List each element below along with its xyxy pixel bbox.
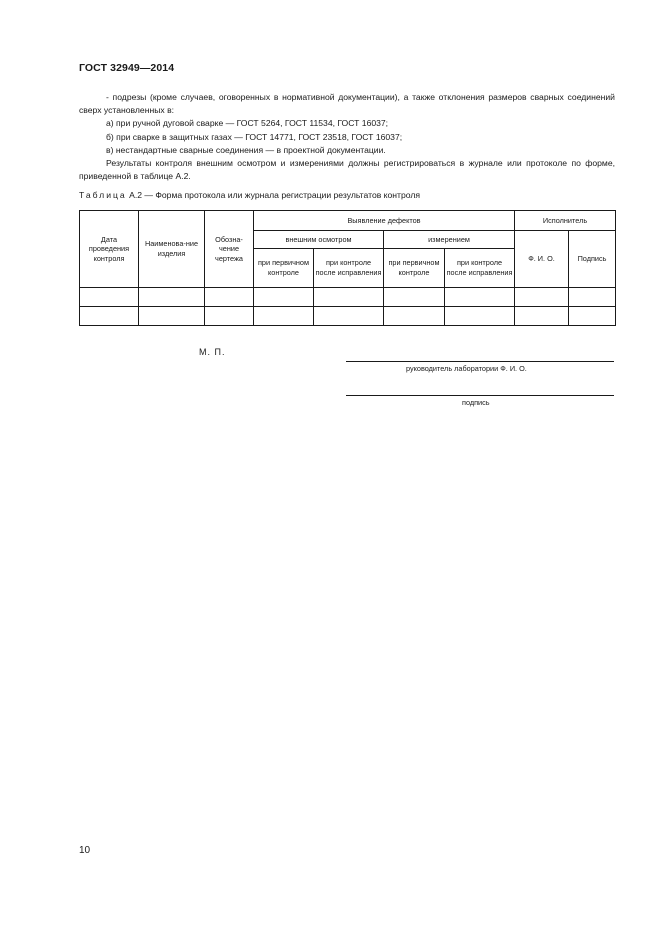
paragraph-item-a: а) при ручной дуговой сварке — ГОСТ 5264, ГОСТ 11534, ГОСТ 16037; [106, 118, 389, 129]
table-caption [79, 190, 420, 200]
table-row [80, 288, 616, 307]
table-cell [384, 307, 445, 326]
header-defects: Выявление дефектов [254, 211, 515, 231]
table-cell [205, 307, 254, 326]
header-product: Наименова-ние изделия [139, 211, 205, 288]
header-executor: Исполнитель [515, 211, 616, 231]
table-cell [569, 288, 616, 307]
head-signature-label: руководитель лаборатории Ф. И. О. [406, 364, 527, 373]
table-cell [515, 307, 569, 326]
header-drawing: Обозна-чение чертежа [205, 211, 254, 288]
header-signature: Подпись [569, 231, 616, 288]
table-cell [569, 307, 616, 326]
header-after-fix-measure: при контроле после исправления [445, 249, 515, 288]
signature-label: подпись [462, 398, 490, 407]
table-cell [515, 288, 569, 307]
table-cell [314, 288, 384, 307]
table-cell [445, 288, 515, 307]
table-cell [314, 307, 384, 326]
page-number: 10 [79, 845, 91, 856]
stamp-place-label: М. П. [199, 347, 226, 357]
table-row [80, 307, 616, 326]
head-signature-line [346, 361, 614, 362]
table-caption-text: А.2 — Форма протокола или журнала регистрации результатов контроля [126, 190, 421, 200]
inspection-form-table [79, 210, 616, 326]
table-cell [445, 307, 515, 326]
signature-line [346, 395, 614, 396]
table-cell [254, 307, 314, 326]
header-fio: Ф. И. О. [515, 231, 569, 288]
table-cell [384, 288, 445, 307]
table-header-row-1 [80, 211, 616, 231]
table-cell [254, 288, 314, 307]
header-primary-visual: при первичном контроле [254, 249, 314, 288]
body-text [79, 91, 615, 183]
paragraph-item-c: в) нестандартные сварные соединения — в проектной документации. [106, 144, 386, 155]
header-primary-measure: при первичном контроле [384, 249, 445, 288]
document-title: ГОСТ 32949—2014 [79, 62, 175, 74]
paragraph-results: Результаты контроля внешним осмотром и измерениями должны регистрироваться в журнале или протоколе по форме, приведенной в таблице А.2. [79, 158, 615, 182]
table-cell [139, 288, 205, 307]
header-date: Дата проведения контроля [80, 211, 139, 288]
header-measurement: измерением [384, 231, 515, 249]
table-cell [139, 307, 205, 326]
paragraph-item-b: б) при сварке в защитных газах — ГОСТ 14771, ГОСТ 23518, ГОСТ 16037; [106, 131, 403, 142]
table-cell [205, 288, 254, 307]
paragraph-undercuts: - подрезы (кроме случаев, оговоренных в нормативной документации), а также отклонения размеров сварных соединений сверх установленных в: [79, 92, 615, 116]
table-cell [80, 307, 139, 326]
table-cell [80, 288, 139, 307]
header-after-fix-visual: при контроле после исправления [314, 249, 384, 288]
table-caption-label: Таблица [79, 190, 127, 200]
header-visual: внешним осмотром [254, 231, 384, 249]
